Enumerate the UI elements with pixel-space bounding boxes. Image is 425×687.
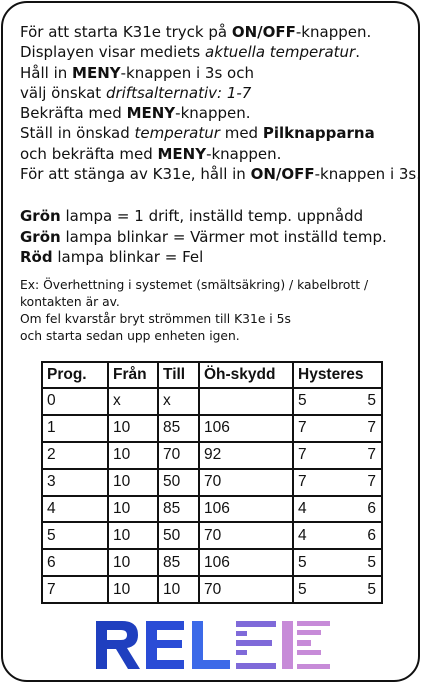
cell-from: x	[108, 388, 158, 415]
table-row	[42, 442, 382, 469]
lamp-line-green-steady: Grön lampa = 1 drift, inställd temp. uppnådd	[20, 207, 364, 225]
cell-to: 70	[158, 442, 199, 469]
cell-prog: 5	[42, 522, 108, 549]
cell-overheat: 70	[199, 469, 293, 496]
cell-from: 10	[108, 522, 158, 549]
relek-logo-glyphs	[96, 621, 330, 669]
header-overheat: Öh-skydd	[199, 362, 293, 388]
cell-hysteresis	[293, 469, 382, 496]
hyst-high: 5	[367, 553, 376, 571]
cell-overheat: 70	[199, 522, 293, 549]
error-example	[20, 277, 412, 345]
table-row	[42, 522, 382, 549]
cell-from: 10	[108, 415, 158, 442]
hyst-low: 7	[298, 446, 307, 464]
hyst-high: 7	[367, 473, 376, 491]
program-table	[41, 361, 383, 604]
example-line: Om fel kvarstår bryt strömmen till K31e i 5s	[20, 312, 291, 326]
cell-to: 85	[158, 415, 199, 442]
hyst-high: 5	[367, 580, 376, 598]
lamp-line-green-blink: Grön lampa blinkar = Värmer mot inställd temp.	[20, 227, 387, 246]
table-header-row	[42, 362, 382, 388]
instruction-line: Displayen visar mediets aktuella temperatur.	[20, 43, 360, 62]
instructions-block	[20, 22, 422, 184]
cell-from: 10	[108, 469, 158, 496]
hyst-high: 6	[367, 526, 376, 544]
cell-from: 10	[108, 549, 158, 576]
header-hysteresis: Hysteres	[293, 362, 382, 388]
cell-prog: 2	[42, 442, 108, 469]
hyst-low: 4	[298, 526, 307, 544]
cell-prog: 7	[42, 576, 108, 603]
hyst-high: 7	[367, 446, 376, 464]
logo-letter-e	[146, 621, 184, 669]
cell-prog: 4	[42, 496, 108, 523]
hyst-high: 7	[367, 419, 376, 437]
instruction-line: För att stänga av K31e, håll in ON/OFF-knappen i 3s.	[20, 165, 422, 184]
instruction-line: Håll in MENY-knappen i 3s och	[20, 63, 254, 82]
hyst-high: 5	[367, 392, 376, 410]
hyst-low: 7	[298, 419, 307, 437]
table-row	[42, 496, 382, 523]
header-prog: Prog.	[42, 362, 108, 388]
cell-to: x	[158, 388, 199, 415]
cell-from: 10	[108, 442, 158, 469]
cell-to: 50	[158, 469, 199, 496]
logo-letter-l	[192, 621, 230, 669]
cell-prog: 6	[42, 549, 108, 576]
example-line: kontakten är av.	[20, 295, 120, 309]
lamp-line-red-blink: Röd lampa blinkar = Fel	[20, 248, 204, 266]
instruction-line: välj önskat driftsalternativ: 1-7	[20, 83, 252, 102]
hyst-low: 7	[298, 473, 307, 491]
cell-prog: 1	[42, 415, 108, 442]
relek-logo	[92, 617, 332, 673]
cell-hysteresis	[293, 496, 382, 523]
cell-hysteresis	[293, 549, 382, 576]
example-line: och starta sedan upp enheten igen.	[20, 329, 240, 343]
instruction-line: Ställ in önskad temperatur med Pilknapparna	[20, 124, 375, 143]
instruction-line: Bekräfta med MENY-knappen.	[20, 104, 251, 123]
cell-to: 50	[158, 522, 199, 549]
cell-to: 10	[158, 576, 199, 603]
cell-overheat: 70	[199, 576, 293, 603]
hyst-low: 4	[298, 499, 307, 517]
cell-to: 85	[158, 496, 199, 523]
cell-hysteresis	[293, 576, 382, 603]
header-from: Från	[108, 362, 158, 388]
table-row	[42, 576, 382, 603]
cell-hysteresis	[293, 388, 382, 415]
cell-overheat: 106	[199, 496, 293, 523]
cell-from: 10	[108, 496, 158, 523]
cell-prog: 0	[42, 388, 108, 415]
cell-hysteresis	[293, 522, 382, 549]
header-to: Till	[158, 362, 199, 388]
hyst-low: 5	[298, 580, 307, 598]
lamp-legend	[20, 206, 412, 268]
cell-from: 10	[108, 576, 158, 603]
cell-overheat: 92	[199, 442, 293, 469]
logo-letter-e2	[236, 621, 276, 669]
cell-to: 85	[158, 549, 199, 576]
logo-letter-r	[96, 621, 140, 669]
cell-overheat: 106	[199, 549, 293, 576]
table-row	[42, 549, 382, 576]
table-row	[42, 415, 382, 442]
logo-letter-k	[282, 621, 330, 669]
instruction-line: och bekräfta med MENY-knappen.	[20, 144, 282, 163]
cell-overheat	[199, 388, 293, 415]
instruction-line: För att starta K31e tryck på ON/OFF-knappen.	[20, 23, 372, 41]
cell-prog: 3	[42, 469, 108, 496]
hyst-low: 5	[298, 553, 307, 571]
hyst-low: 5	[298, 392, 307, 410]
cell-overheat: 106	[199, 415, 293, 442]
example-line: Ex: Överhettning i systemet (smältsäkring) / kabelbrott /	[20, 278, 369, 292]
cell-hysteresis	[293, 442, 382, 469]
hyst-high: 6	[367, 499, 376, 517]
table-row	[42, 388, 382, 415]
cell-hysteresis	[293, 415, 382, 442]
table-row	[42, 469, 382, 496]
